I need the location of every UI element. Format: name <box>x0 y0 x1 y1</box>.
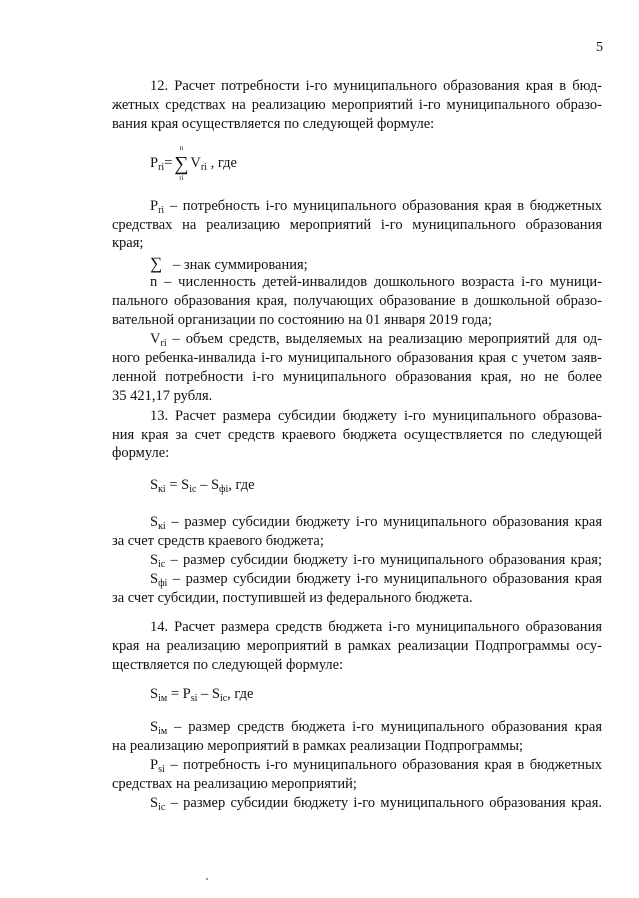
sum-operator <box>172 144 190 182</box>
formula-subscript: ri <box>200 162 207 173</box>
term-symbol: V <box>150 331 161 347</box>
scan-speck <box>206 878 208 880</box>
formula-subscript: si <box>190 693 198 704</box>
definition-text: – размер субсидии бюджету i-го муниципального образования края <box>172 571 602 587</box>
term-symbol: S <box>150 795 159 811</box>
definition-text: – размер средств бюджета i-го муниципального образования края <box>174 719 603 735</box>
formula-subscript: фi <box>219 484 229 495</box>
term-symbol: S <box>150 719 159 735</box>
definition-sic <box>150 552 602 569</box>
formula-pri <box>150 144 237 182</box>
formula-tail: , где <box>227 686 254 702</box>
formula-subscript: ic <box>219 693 228 704</box>
formula-operator: – <box>196 477 211 493</box>
formula-tail: , где <box>206 155 237 171</box>
section-12-line-3: вания края осуществляется по следующей формуле: <box>112 116 435 132</box>
sigma-symbol: ∑ <box>174 153 189 175</box>
formula-subscript: iм <box>158 693 168 704</box>
formula-symbol: S <box>211 686 220 702</box>
formula-subscript: кi <box>158 484 166 495</box>
formula-operator: = <box>167 686 183 702</box>
term-subscript: ri <box>158 205 165 216</box>
term-subscript: ic <box>158 802 166 813</box>
definition-ski-line-1 <box>150 514 602 531</box>
term-subscript: si <box>158 764 165 775</box>
definition-pri-line-2: средствах на реализацию мероприятий i-го муниципального образования <box>112 217 602 233</box>
term-symbol: S <box>150 571 159 587</box>
definition-vri-line-3: ленной потребности i-го муниципального образования края, но не более <box>112 369 602 385</box>
page-number: 5 <box>596 40 603 55</box>
definition-vri-line-2: ного ребенка-инвалида i-го муниципального образования края с учетом заяв- <box>112 350 602 366</box>
sum-upper-limit: n <box>179 144 184 152</box>
section-14-line-1: 14. Расчет размера средств бюджета i-го муниципального образования <box>150 619 602 635</box>
section-14-line-2: края на реализацию мероприятий в рамках реализации Подпрограммы осу- <box>112 638 602 654</box>
definition-sigma <box>150 255 308 274</box>
formula-tail: , где <box>228 477 255 493</box>
definition-text: – размер субсидии бюджету i-го муниципального образования края; <box>170 552 602 568</box>
definition-sim-line-2: на реализацию мероприятий в рамках реализации Подпрограммы; <box>112 738 524 754</box>
section-13-line-3: формуле: <box>112 445 170 461</box>
definition-sphi-line-2: за счет субсидии, поступившей из федерального бюджета. <box>112 590 473 606</box>
term-symbol: S <box>150 514 159 530</box>
definition-pri-line-3: края; <box>112 235 144 251</box>
definition-vri-line-4: 35 421,17 рубля. <box>112 388 213 404</box>
formula-symbol: V <box>190 155 201 171</box>
definition-text: – размер субсидии бюджету i-го муниципального образования края. <box>170 795 603 811</box>
term-subscript: iм <box>158 726 168 737</box>
term-subscript: фi <box>158 578 168 589</box>
formula-symbol: S <box>181 477 190 493</box>
term-subscript: ic <box>158 559 166 570</box>
term-symbol: P <box>150 198 159 214</box>
definition-text: – потребность i-го муниципального образования края в бюджетных <box>170 757 602 773</box>
definition-psi-line-2: средствах на реализацию мероприятий; <box>112 776 357 792</box>
sigma-symbol: ∑ <box>150 254 163 273</box>
definition-text: – размер субсидии бюджету i-го муниципального образования края <box>171 514 602 530</box>
section-13-line-1: 13. Расчет размера субсидии бюджету i-го муниципального образова- <box>150 408 602 424</box>
formula-operator: – <box>197 686 212 702</box>
definition-text: – потребность i-го муниципального образования края в бюджетных <box>169 198 603 214</box>
definition-text: – объем средств, выделяемых на реализацию мероприятий для од- <box>172 331 603 347</box>
formula-symbol: S <box>150 686 159 702</box>
definition-vri-line-1 <box>150 331 602 348</box>
formula-ski <box>150 477 255 494</box>
definition-n-line-1: n – численность детей-инвалидов дошкольного возраста i-го муници- <box>150 274 602 290</box>
definition-text: – знак суммирования; <box>173 257 308 273</box>
definition-psi-line-1 <box>150 757 602 774</box>
formula-operator: = <box>164 155 173 171</box>
definition-n-line-2: пального образования края, получающих образование в дошкольной образо- <box>112 293 602 309</box>
section-12-line-2: жетных средствах на реализацию мероприятий i-го муниципального образо- <box>112 97 602 113</box>
definition-n-line-3: вательной организации по состоянию на 01 января 2019 года; <box>112 312 492 328</box>
sum-lower-limit: ri <box>179 174 184 182</box>
formula-operator: = <box>165 477 182 493</box>
term-symbol: S <box>150 552 159 568</box>
formula-symbol: S <box>210 477 220 493</box>
definition-sim-line-1 <box>150 719 602 736</box>
formula-subscript: ic <box>189 484 197 495</box>
term-subscript: кi <box>158 521 166 532</box>
formula-symbol: P <box>182 686 191 702</box>
definition-pri-line-1 <box>150 198 602 215</box>
definition-sphi-line-1 <box>150 571 602 588</box>
formula-symbol: P <box>150 155 159 171</box>
formula-sim <box>150 686 253 703</box>
definition-sic-14 <box>150 795 602 812</box>
formula-subscript: ri <box>158 162 165 173</box>
definition-ski-line-2: за счет средств краевого бюджета; <box>112 533 324 549</box>
term-subscript: ri <box>160 338 167 349</box>
formula-symbol: S <box>150 477 159 493</box>
section-12-line-1: 12. Расчет потребности i-го муниципального образования края в бюд- <box>150 78 602 94</box>
section-14-line-3: ществляется по следующей формуле: <box>112 657 344 673</box>
section-13-line-2: ния края за счет средств краевого бюджета осуществляется по следующей <box>112 427 602 443</box>
term-symbol: P <box>150 757 159 773</box>
